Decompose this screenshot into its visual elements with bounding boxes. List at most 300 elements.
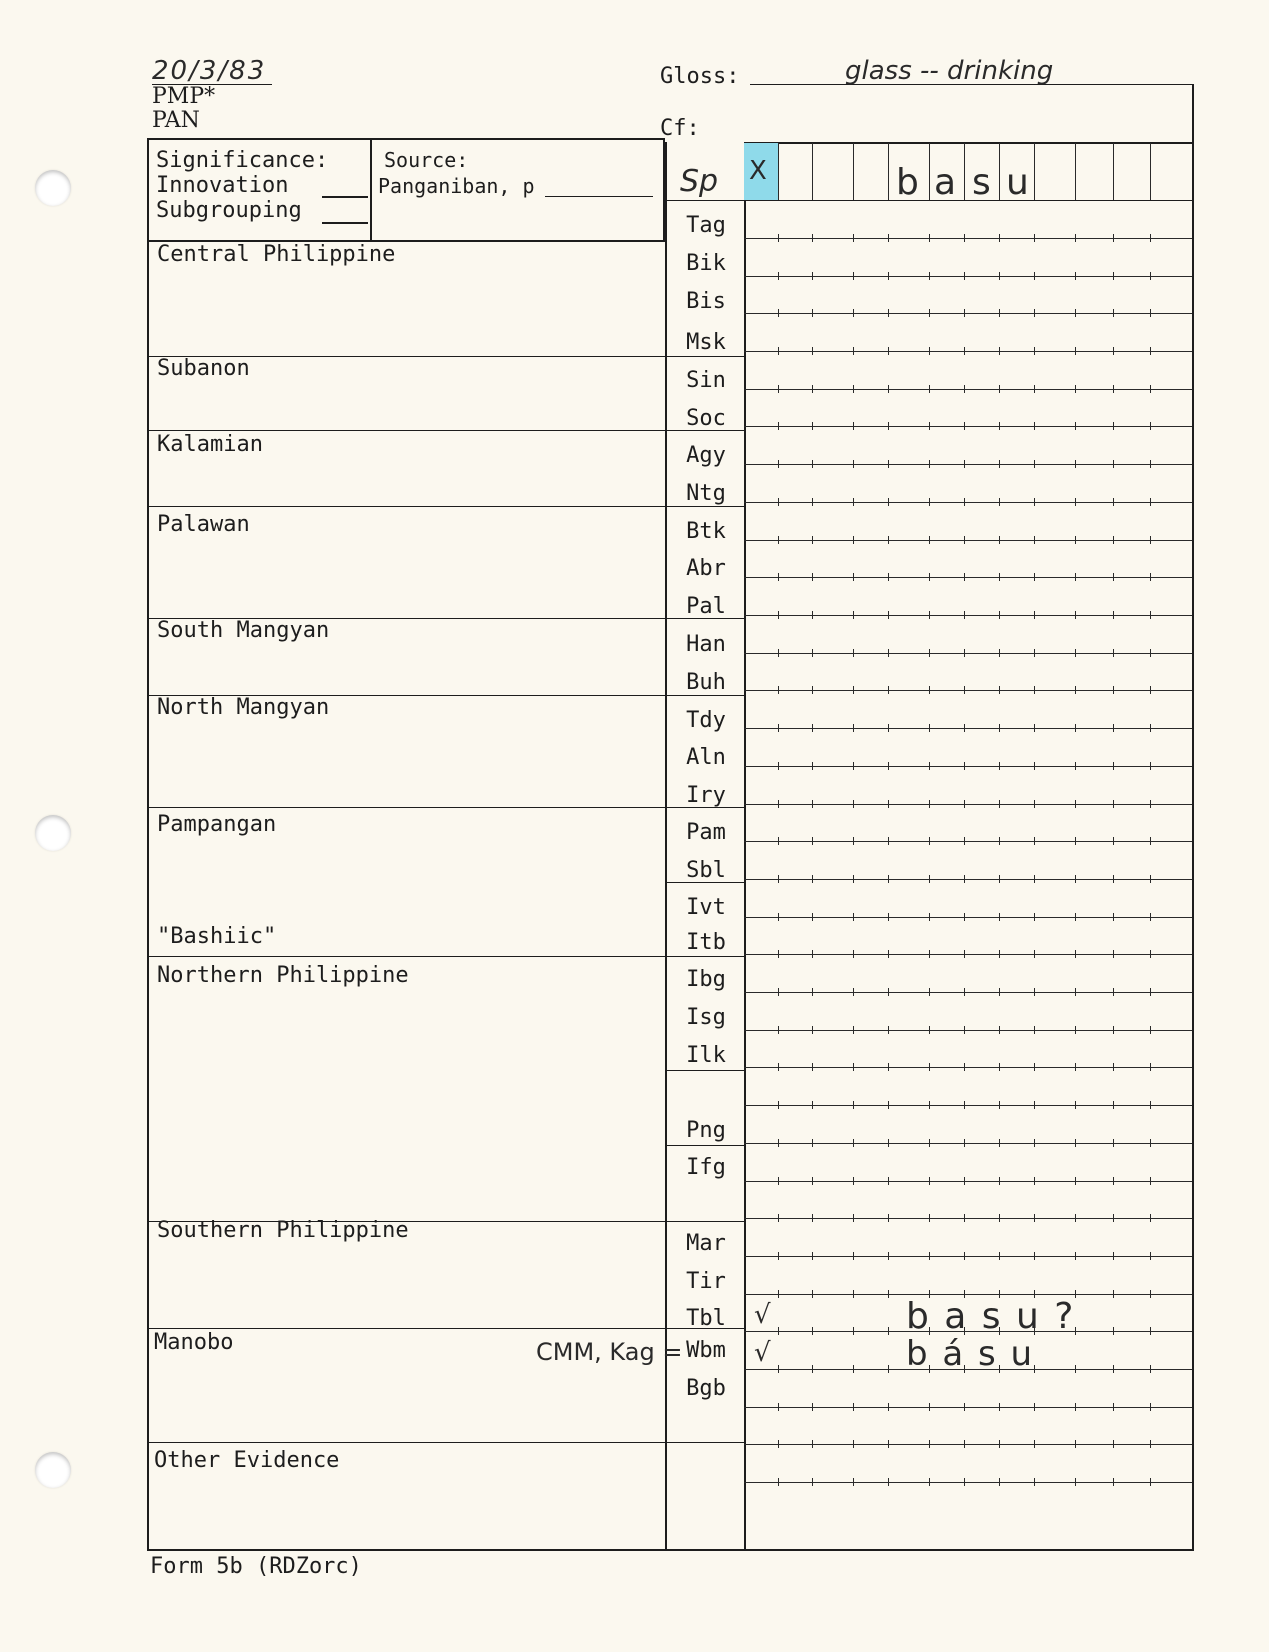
entry-tick	[964, 1026, 965, 1034]
entry-tick	[888, 385, 889, 393]
entry-tick	[1113, 762, 1114, 770]
entry-tick	[964, 875, 965, 883]
entry-tick	[929, 385, 930, 393]
frame-codes-right	[744, 142, 746, 1550]
entry-tick	[1075, 1440, 1076, 1448]
entry-tick	[1034, 800, 1035, 808]
entry-tick	[1150, 1177, 1151, 1185]
entry-tick	[1113, 837, 1114, 845]
entry-tick	[1150, 611, 1151, 619]
entry-tick	[929, 1101, 930, 1109]
entry-tick	[888, 913, 889, 921]
top-letter: b	[896, 162, 919, 203]
lang-code: Sbl	[686, 858, 726, 883]
entry-tick	[853, 1063, 854, 1071]
entry-tick	[853, 272, 854, 280]
entry-tick	[964, 1177, 965, 1185]
entry-tick	[778, 1252, 779, 1260]
entry-tick	[778, 950, 779, 958]
entry-tick	[1113, 800, 1114, 808]
entry-tick	[1034, 1440, 1035, 1448]
frame-right-top	[1192, 84, 1194, 144]
lang-code: Pal	[686, 594, 726, 619]
top-cell-divider	[1150, 143, 1151, 200]
tbl-check: √	[754, 1300, 771, 1330]
entry-tick	[1113, 498, 1114, 506]
source-label: Source:	[384, 148, 469, 172]
entry-tick	[929, 1440, 930, 1448]
top-cell-divider	[964, 143, 965, 200]
entry-tick	[812, 724, 813, 732]
entry-tick	[1075, 460, 1076, 468]
entry-tick	[964, 950, 965, 958]
entry-tick	[1075, 1478, 1076, 1486]
entry-tick	[929, 875, 930, 883]
group-subanon: Subanon	[157, 356, 250, 381]
entry-tick	[812, 913, 813, 921]
entry-tick	[1150, 950, 1151, 958]
entry-tick	[999, 1063, 1000, 1071]
lang-code: Tir	[686, 1269, 726, 1294]
group-north-mangyan: North Mangyan	[157, 695, 330, 720]
entry-tick	[1150, 234, 1151, 242]
entry-tick	[812, 573, 813, 581]
entry-tick	[812, 1177, 813, 1185]
entry-tick	[812, 875, 813, 883]
entry-tick	[1075, 988, 1076, 996]
entry-tick	[1113, 1026, 1114, 1034]
entry-tick	[778, 1403, 779, 1411]
entry-tick	[1034, 686, 1035, 694]
lang-code: Soc	[686, 406, 726, 431]
entry-tick	[888, 1101, 889, 1109]
entry-tick	[1113, 385, 1114, 393]
entry-tick	[1034, 611, 1035, 619]
top-cell-divider	[853, 143, 854, 200]
entry-tick	[1034, 422, 1035, 430]
entry-tick	[929, 1139, 930, 1147]
entry-tick	[964, 234, 965, 242]
lang-code: Ifg	[686, 1155, 726, 1180]
entry-tick	[888, 686, 889, 694]
entry-tick	[778, 913, 779, 921]
subgrouping-label: Subgrouping	[156, 198, 302, 223]
group-bashiic: "Bashiic"	[157, 924, 277, 949]
entry-tick	[964, 913, 965, 921]
entry-tick	[888, 1139, 889, 1147]
entry-tick	[1113, 1177, 1114, 1185]
entry-tick	[812, 536, 813, 544]
entry-tick	[888, 649, 889, 657]
entry-tick	[999, 1440, 1000, 1448]
entry-tick	[1034, 649, 1035, 657]
entry-tick	[853, 1177, 854, 1185]
lang-code: Bgb	[686, 1376, 726, 1401]
group-separator	[147, 956, 665, 957]
entry-tick	[929, 1403, 930, 1411]
entry-tick	[964, 422, 965, 430]
entry-tick	[929, 536, 930, 544]
top-cell-divider	[1075, 143, 1076, 200]
lang-code: Ivt	[686, 895, 726, 920]
entry-tick	[999, 837, 1000, 845]
entry-tick	[853, 460, 854, 468]
entry-tick	[1075, 422, 1076, 430]
entry-tick	[1075, 309, 1076, 317]
entry-tick	[888, 234, 889, 242]
entry-tick	[1034, 875, 1035, 883]
lang-code: Iry	[686, 783, 726, 808]
entry-tick	[999, 234, 1000, 242]
top-row-bottom	[665, 200, 1194, 201]
entry-tick	[964, 309, 965, 317]
entry-tick	[1113, 1139, 1114, 1147]
entry-tick	[812, 234, 813, 242]
entry-tick	[999, 1177, 1000, 1185]
entry-tick	[929, 1252, 930, 1260]
lang-code: Wbm	[686, 1338, 726, 1363]
entry-tick	[853, 422, 854, 430]
entry-tick	[778, 1026, 779, 1034]
entry-tick	[1150, 988, 1151, 996]
entry-tick	[1113, 950, 1114, 958]
entry-tick	[1113, 913, 1114, 921]
lang-code: Mar	[686, 1231, 726, 1256]
wbm-form: b á s u	[906, 1334, 1035, 1374]
top-cell-divider	[1034, 143, 1035, 200]
entry-tick	[812, 800, 813, 808]
entry-tick	[1034, 1365, 1035, 1373]
entry-tick	[888, 950, 889, 958]
entry-tick	[812, 1478, 813, 1486]
entry-tick	[812, 1214, 813, 1222]
entry-tick	[1034, 385, 1035, 393]
entry-tick	[1150, 536, 1151, 544]
entry-tick	[778, 988, 779, 996]
entry-tick	[1113, 649, 1114, 657]
entry-tick	[1113, 272, 1114, 280]
entry-tick	[1113, 1290, 1114, 1298]
entry-tick	[1113, 309, 1114, 317]
entry-tick	[964, 1440, 965, 1448]
entry-tick	[853, 1139, 854, 1147]
entry-tick	[1034, 234, 1035, 242]
entry-tick	[853, 724, 854, 732]
lang-code: Buh	[686, 670, 726, 695]
sp-code: Sp	[680, 164, 719, 199]
code-separator	[665, 1221, 744, 1222]
entry-tick	[778, 1177, 779, 1185]
entry-tick	[1150, 1440, 1151, 1448]
entry-tick	[1150, 1063, 1151, 1071]
entry-tick	[812, 1440, 813, 1448]
entry-tick	[999, 988, 1000, 996]
entry-tick	[812, 762, 813, 770]
entry-tick	[999, 1403, 1000, 1411]
entry-tick	[1034, 837, 1035, 845]
entry-tick	[778, 611, 779, 619]
entry-tick	[1113, 422, 1114, 430]
entry-tick	[853, 1101, 854, 1109]
lang-code: Aln	[686, 745, 726, 770]
entry-tick	[1075, 686, 1076, 694]
entry-tick	[1150, 1139, 1151, 1147]
entry-tick	[1075, 1403, 1076, 1411]
entry-tick	[888, 347, 889, 355]
entry-tick	[812, 649, 813, 657]
entry-tick	[778, 1101, 779, 1109]
entry-tick	[778, 837, 779, 845]
entry-tick	[812, 422, 813, 430]
entry-tick	[929, 649, 930, 657]
entry-tick	[929, 1177, 930, 1185]
entry-tick	[888, 272, 889, 280]
entry-tick	[888, 1026, 889, 1034]
entry-tick	[812, 1026, 813, 1034]
lang-code: Ntg	[686, 481, 726, 506]
entry-tick	[888, 1063, 889, 1071]
entry-tick	[778, 498, 779, 506]
entry-tick	[1113, 1214, 1114, 1222]
entry-tick	[929, 1063, 930, 1071]
lang-code: Itb	[686, 930, 726, 955]
entry-tick	[888, 611, 889, 619]
entry-tick	[964, 272, 965, 280]
entry-tick	[853, 347, 854, 355]
entry-tick	[1034, 498, 1035, 506]
entry-tick	[1150, 460, 1151, 468]
lang-code: Png	[686, 1118, 726, 1143]
entry-tick	[1113, 573, 1114, 581]
entry-tick	[1075, 649, 1076, 657]
entry-tick	[853, 1440, 854, 1448]
entry-tick	[1034, 950, 1035, 958]
top-letter: a	[934, 162, 957, 203]
entry-tick	[964, 800, 965, 808]
entry-tick	[929, 762, 930, 770]
group-central-philippine: Central Philippine	[157, 242, 396, 267]
entry-tick	[964, 1478, 965, 1486]
group-pampangan: Pampangan	[157, 812, 277, 837]
entry-tick	[1150, 1365, 1151, 1373]
entry-tick	[778, 347, 779, 355]
source-page-blank	[545, 196, 653, 197]
entry-tick	[964, 724, 965, 732]
entry-tick	[929, 272, 930, 280]
lang-code: Abr	[686, 556, 726, 581]
entry-tick	[999, 536, 1000, 544]
entry-tick	[888, 1403, 889, 1411]
lang-code: Ilk	[686, 1043, 726, 1068]
entry-tick	[888, 988, 889, 996]
wbm-cognate-note: CMM, Kag =	[536, 1338, 683, 1366]
entry-tick	[1075, 611, 1076, 619]
entry-tick	[853, 498, 854, 506]
entry-tick	[1034, 309, 1035, 317]
entry-tick	[778, 649, 779, 657]
entry-tick	[1150, 875, 1151, 883]
entry-tick	[812, 1403, 813, 1411]
entry-tick	[1075, 385, 1076, 393]
entry-tick	[888, 1440, 889, 1448]
code-separator	[665, 1145, 744, 1146]
pmp-label: PMP*	[152, 84, 216, 109]
entry-tick	[778, 800, 779, 808]
entry-tick	[812, 686, 813, 694]
entry-tick	[1113, 686, 1114, 694]
entry-tick	[853, 1026, 854, 1034]
entry-tick	[888, 1177, 889, 1185]
entry-tick	[999, 611, 1000, 619]
entry-tick	[853, 573, 854, 581]
entry-tick	[1034, 1177, 1035, 1185]
entry-tick	[812, 950, 813, 958]
entry-tick	[812, 272, 813, 280]
entry-tick	[999, 309, 1000, 317]
lang-code: Msk	[686, 330, 726, 355]
entry-tick	[1150, 1214, 1151, 1222]
entry-tick	[1113, 875, 1114, 883]
entry-tick	[999, 272, 1000, 280]
entry-tick	[999, 1478, 1000, 1486]
entry-tick	[1113, 347, 1114, 355]
entry-tick	[1075, 347, 1076, 355]
entry-tick	[964, 460, 965, 468]
entry-tick	[1075, 762, 1076, 770]
entry-tick	[853, 1478, 854, 1486]
entry-tick	[778, 875, 779, 883]
entry-tick	[1150, 1403, 1151, 1411]
entry-tick	[1113, 234, 1114, 242]
entry-tick	[1113, 1327, 1114, 1335]
top-cell-divider	[888, 143, 889, 200]
entry-tick	[964, 1101, 965, 1109]
entry-tick	[888, 1365, 889, 1373]
top-cell-divider	[999, 143, 1000, 200]
entry-tick	[964, 536, 965, 544]
entry-tick	[1075, 1214, 1076, 1222]
entry-tick	[853, 234, 854, 242]
entry-tick	[929, 724, 930, 732]
entry-tick	[964, 611, 965, 619]
entry-tick	[778, 1440, 779, 1448]
entry-tick	[929, 498, 930, 506]
entry-tick	[812, 1252, 813, 1260]
entry-tick	[778, 422, 779, 430]
entry-tick	[929, 800, 930, 808]
date-stamp: 20/3/83	[152, 56, 267, 86]
entry-tick	[853, 1365, 854, 1373]
entry-tick	[1113, 988, 1114, 996]
entry-tick	[853, 649, 854, 657]
entry-tick	[778, 573, 779, 581]
entry-tick	[999, 347, 1000, 355]
entry-tick	[1150, 762, 1151, 770]
entry-tick	[853, 686, 854, 694]
entry-tick	[1034, 1063, 1035, 1071]
entry-tick	[853, 1252, 854, 1260]
top-cell-divider	[929, 143, 930, 200]
cf-label: Cf:	[660, 116, 700, 141]
top-letter: u	[1006, 162, 1029, 203]
entry-tick	[1075, 1063, 1076, 1071]
top-cell-divider	[778, 143, 779, 200]
entry-tick	[964, 988, 965, 996]
entry-tick	[929, 686, 930, 694]
pan-label: PAN	[152, 108, 200, 133]
entry-tick	[964, 385, 965, 393]
entry-tick	[1113, 1478, 1114, 1486]
lang-code: Isg	[686, 1005, 726, 1030]
entry-tick	[999, 762, 1000, 770]
group-southern-philippine: Southern Philippine	[157, 1218, 409, 1243]
entry-tick	[999, 686, 1000, 694]
entry-tick	[853, 800, 854, 808]
lang-code: Bis	[686, 289, 726, 314]
lang-code: Btk	[686, 519, 726, 544]
entry-tick	[1113, 724, 1114, 732]
entry-tick	[964, 1252, 965, 1260]
entry-tick	[853, 309, 854, 317]
entry-tick	[1150, 1252, 1151, 1260]
entry-tick	[778, 686, 779, 694]
entry-tick	[853, 385, 854, 393]
code-separator	[665, 356, 744, 357]
entry-tick	[929, 950, 930, 958]
entry-tick	[1034, 762, 1035, 770]
group-separator	[147, 807, 665, 808]
entry-tick	[1150, 498, 1151, 506]
entry-tick	[1113, 536, 1114, 544]
entry-tick	[1150, 272, 1151, 280]
entry-tick	[1150, 573, 1151, 581]
innovation-label: Innovation	[156, 173, 289, 198]
entry-tick	[778, 272, 779, 280]
entry-tick	[964, 762, 965, 770]
gloss-value: glass -- drinking	[845, 56, 1054, 86]
entry-tick	[1034, 1101, 1035, 1109]
entry-tick	[1150, 385, 1151, 393]
entry-tick	[1150, 649, 1151, 657]
group-northern-philippine: Northern Philippine	[157, 963, 409, 988]
entry-tick	[1075, 800, 1076, 808]
entry-tick	[853, 762, 854, 770]
entry-tick	[1075, 234, 1076, 242]
entry-tick	[964, 498, 965, 506]
lang-code: Han	[686, 632, 726, 657]
entry-tick	[964, 649, 965, 657]
innovation-blank	[322, 196, 368, 198]
entry-tick	[1034, 1252, 1035, 1260]
entry-tick	[964, 837, 965, 845]
entry-tick	[812, 611, 813, 619]
entry-tick	[999, 1139, 1000, 1147]
entry-tick	[888, 837, 889, 845]
entry-tick	[1075, 1365, 1076, 1373]
frame-left	[147, 240, 149, 1550]
entry-tick	[812, 385, 813, 393]
subgrouping-blank	[322, 222, 368, 224]
lang-code: Tdy	[686, 708, 726, 733]
entry-tick	[853, 837, 854, 845]
entry-tick	[964, 573, 965, 581]
entry-tick	[812, 988, 813, 996]
entry-tick	[1075, 573, 1076, 581]
entry-tick	[1075, 536, 1076, 544]
entry-tick	[778, 536, 779, 544]
entry-tick	[929, 1478, 930, 1486]
entry-tick	[853, 611, 854, 619]
